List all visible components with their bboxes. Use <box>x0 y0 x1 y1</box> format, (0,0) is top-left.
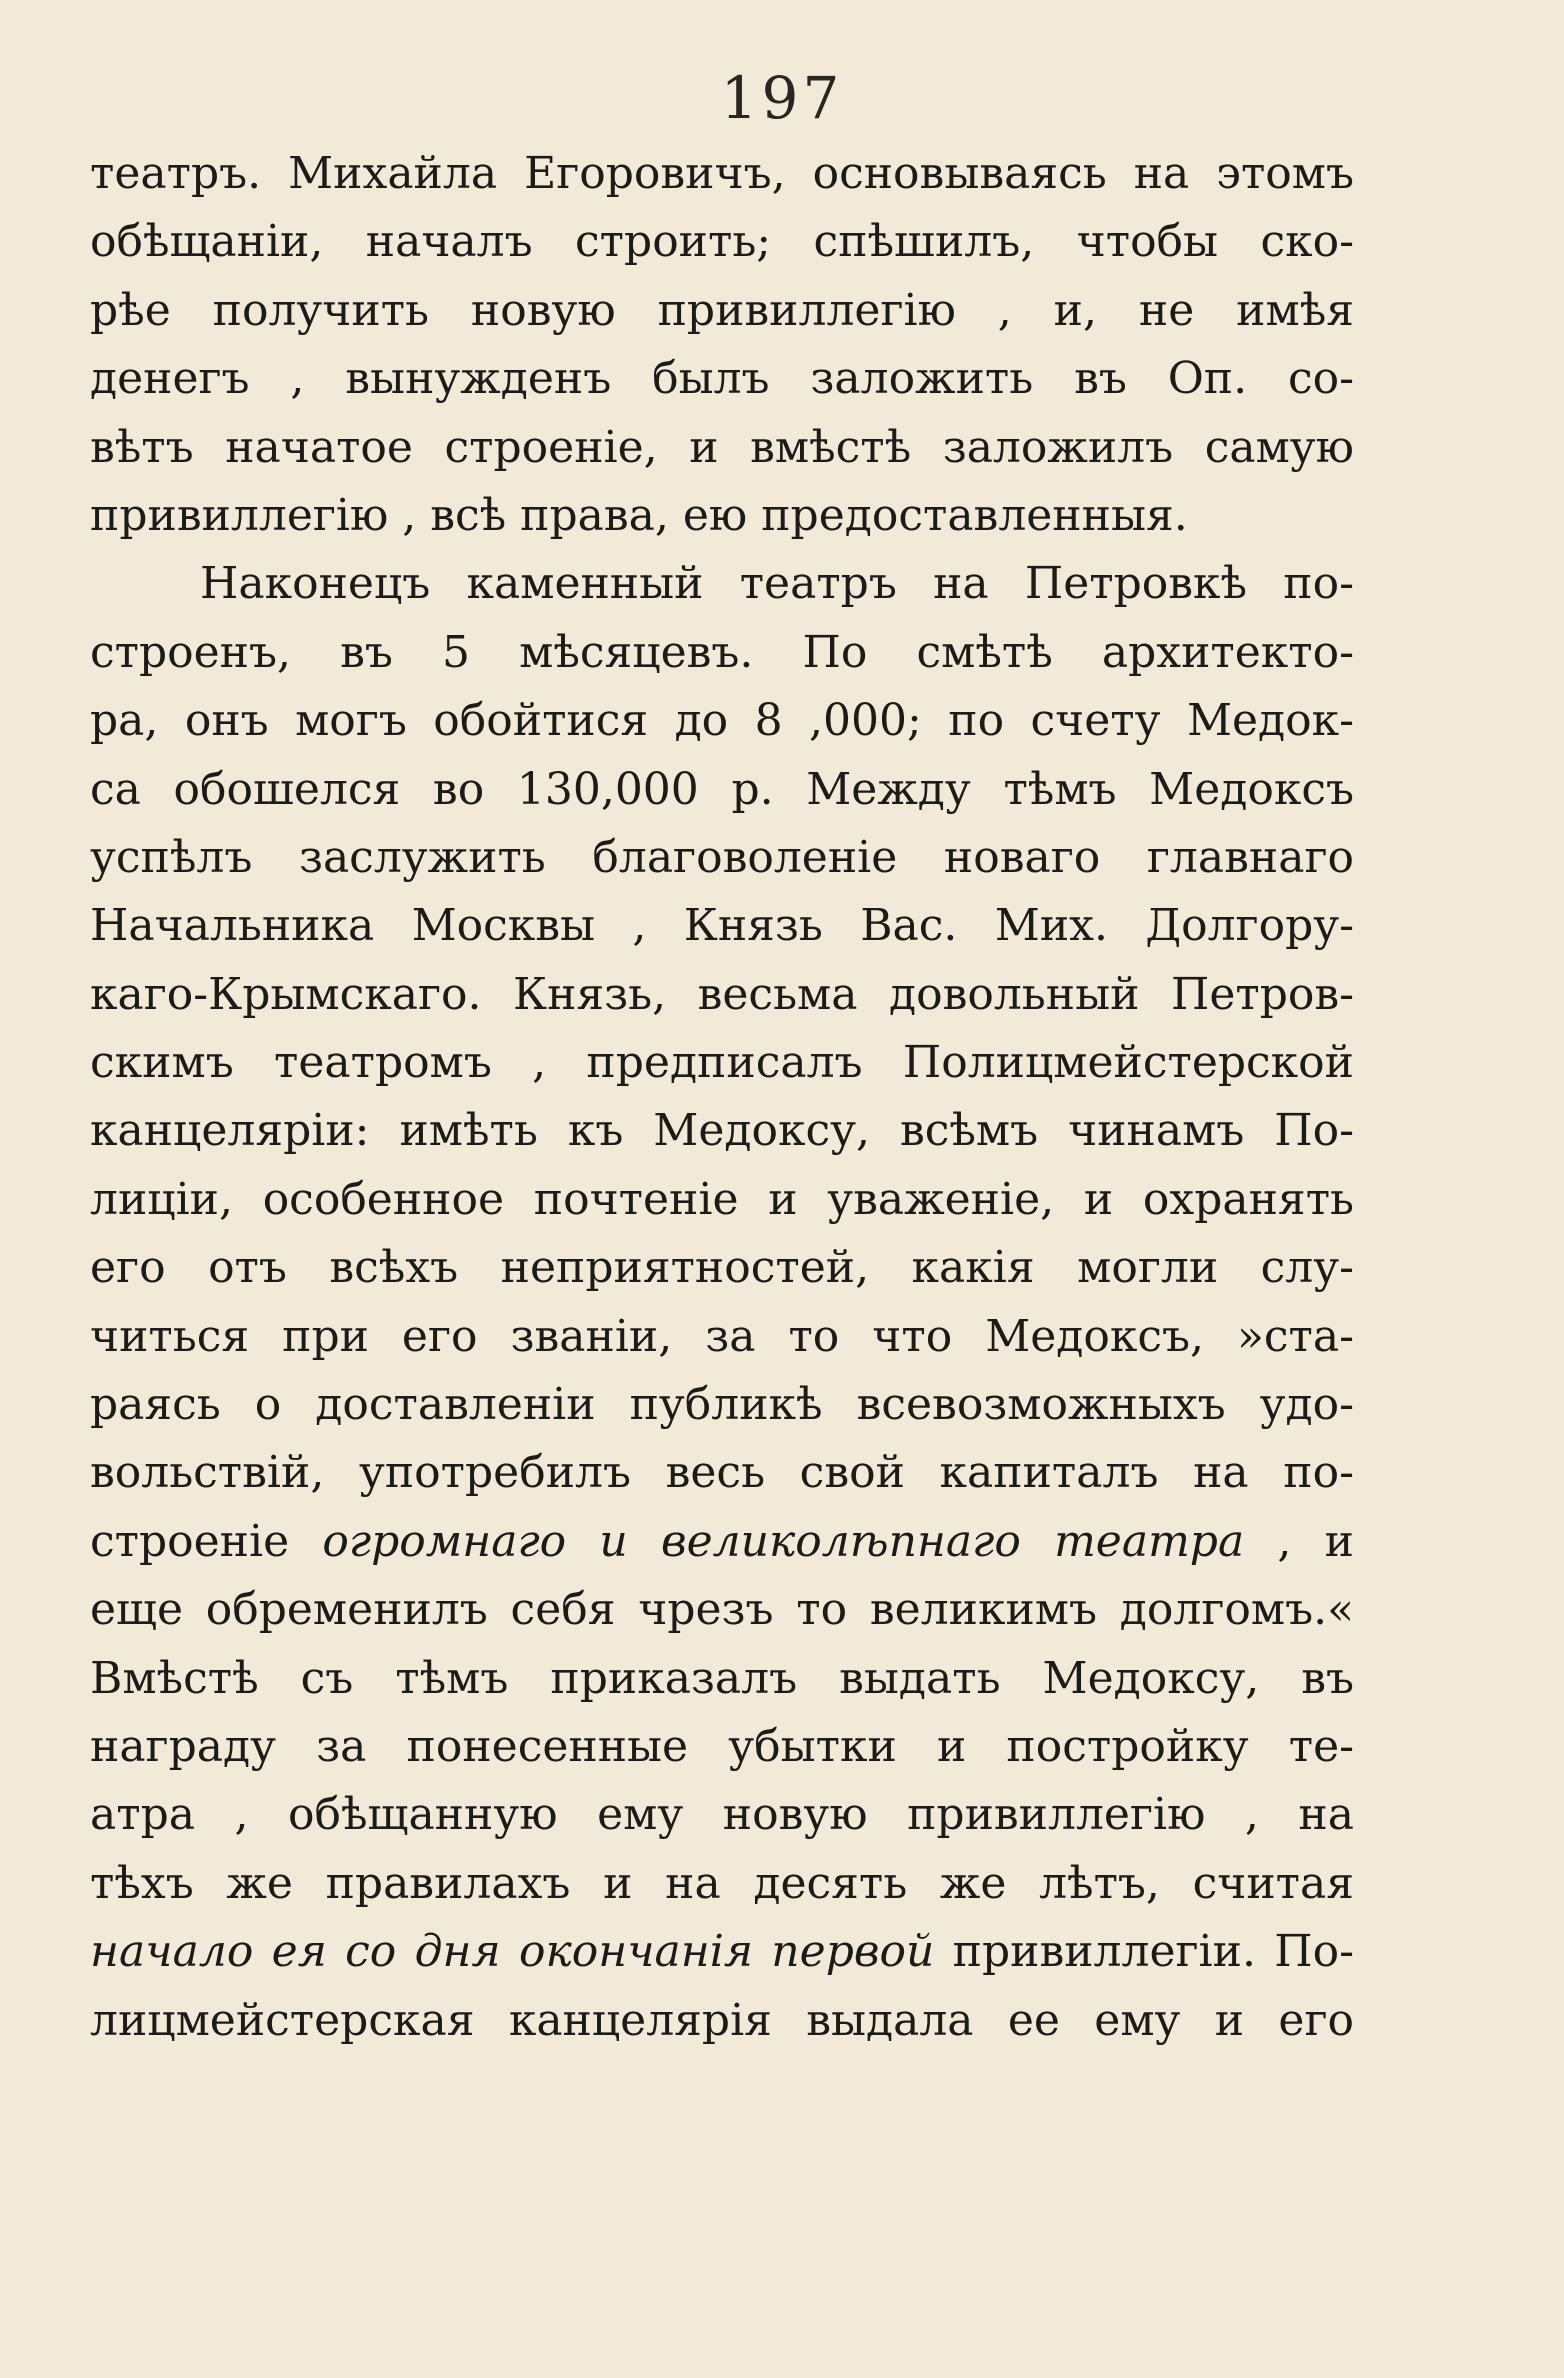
text-line: еще обременилъ себя чрезъ то великимъ долгомъ.« <box>90 1584 1354 1636</box>
text-line: Начальника Москвы , Князь Вас. Мих. Долгору- <box>90 900 1354 952</box>
text-line: рѣе получить новую привиллегію , и, не имѣя <box>90 284 1354 336</box>
text-line: тѣхъ же правилахъ и на десять же лѣтъ, считая <box>90 1857 1354 1909</box>
text-line: ра, онъ могъ обойтися до 8 ,000; по счету Медок- <box>90 695 1354 747</box>
text-line: скимъ театромъ , предписалъ Полицмейстерской <box>90 1037 1354 1089</box>
text-line: читься при его званіи, за то что Медоксъ, »ста- <box>90 1310 1354 1362</box>
text-line: лицмейстерская канцелярія выдала ее ему и его <box>90 1994 1354 2046</box>
text-line-with-italic <box>90 1918 1354 1986</box>
text-line: Вмѣстѣ съ тѣмъ приказалъ выдать Медоксу, въ <box>90 1652 1354 1704</box>
body-text <box>90 140 1354 2055</box>
text-line: вѣтъ начатое строеніе, и вмѣстѣ заложилъ самую <box>90 421 1354 473</box>
line-text: строеніе <box>90 1515 290 1567</box>
text-line: награду за понесенные убытки и постройку те- <box>90 1720 1354 1772</box>
italic-phrase: огромнаго и великолѣпнаго театра <box>322 1515 1245 1567</box>
text-line-with-italic <box>90 1508 1354 1576</box>
text-line: театръ. Михайла Егоровичъ, основываясь на этомъ <box>90 148 1354 199</box>
text-line: его отъ всѣхъ неприятностей, какія могли слу- <box>90 1242 1354 1294</box>
text-line: раясь о доставленіи публикѣ всевозможныхъ удо- <box>90 1379 1354 1431</box>
line-text: привиллегіи. По- <box>952 1926 1354 1978</box>
text-line: строенъ, въ 5 мѣсяцевъ. По смѣтѣ архитекто- <box>90 626 1354 678</box>
page-number: 197 <box>720 64 844 132</box>
text-line: канцеляріи: имѣть къ Медоксу, всѣмъ чинамъ По- <box>90 1105 1354 1157</box>
text-line: са обошелся во 130,000 р. Между тѣмъ Медоксъ <box>90 763 1354 815</box>
line-text: , и <box>1277 1515 1354 1567</box>
text-line: привиллегію , всѣ права, ею предоставленныя. <box>90 489 1188 541</box>
text-line: атра , обѣщанную ему новую привиллегію , на <box>90 1789 1354 1841</box>
text-line: обѣщаніи, началъ строить; спѣшилъ, чтобы ско- <box>90 216 1354 268</box>
text-line: вольствій, употребилъ весь свой капиталъ на по- <box>90 1447 1354 1499</box>
text-line: денегъ , вынужденъ былъ заложить въ Оп. со- <box>90 353 1354 405</box>
italic-phrase: начало ея со дня окончанія первой <box>90 1926 935 1978</box>
text-line: лиціи, особенное почтеніе и уваженіе, и охранять <box>90 1173 1354 1225</box>
text-line: успѣлъ заслужить благоволеніе новаго главнаго <box>90 831 1354 883</box>
paragraph-start-line: Наконецъ каменный театръ на Петровкѣ по- <box>200 558 1354 610</box>
text-line: каго-Крымскаго. Князь, весьма довольный Петров- <box>90 968 1354 1020</box>
